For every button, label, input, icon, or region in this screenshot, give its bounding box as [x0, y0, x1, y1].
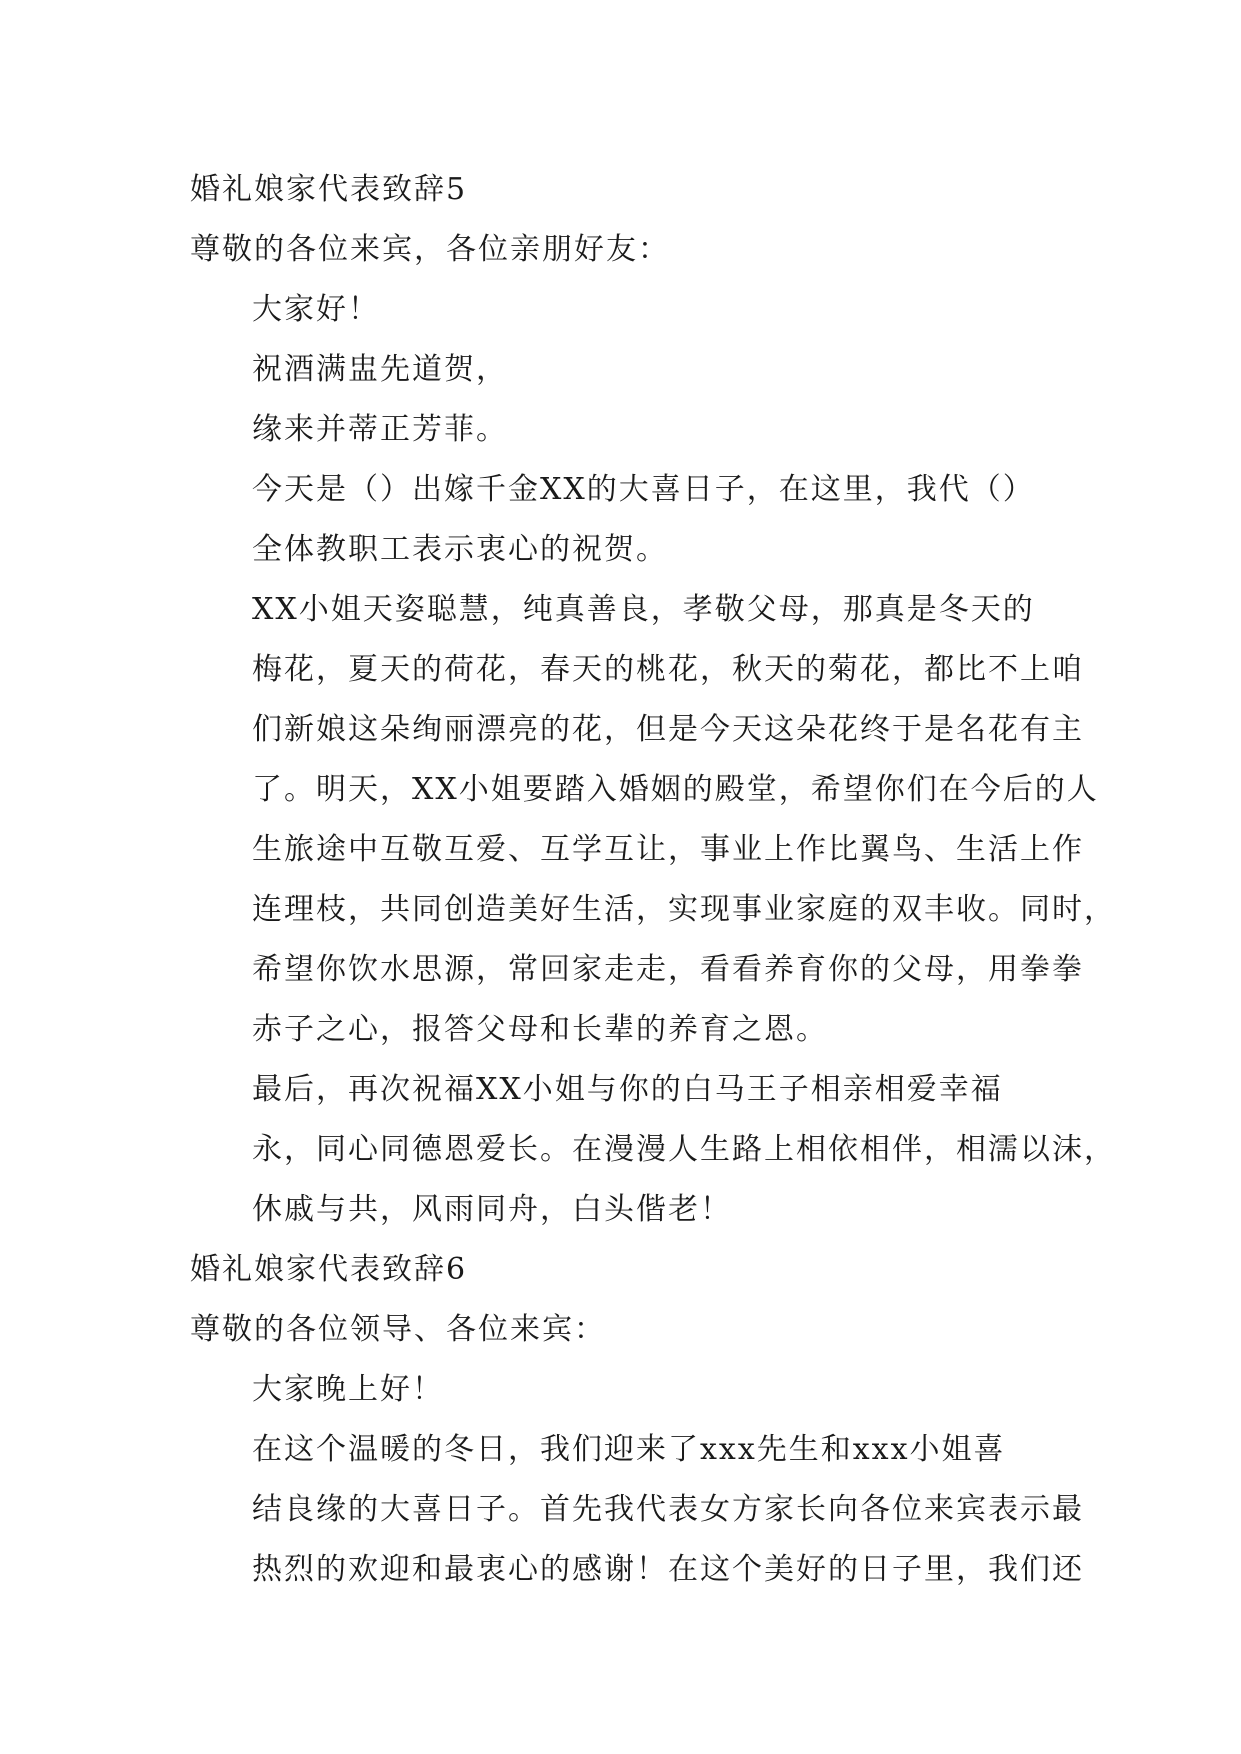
paragraph [190, 400, 1052, 460]
paragraph-line: 热烈的欢迎和最衷心的感谢！在这个美好的日子里，我们还 [252, 1552, 1084, 1587]
paragraph [190, 1420, 1084, 1600]
paragraph-line: 赤子之心，报答父母和长辈的养育之恩。 [252, 1012, 828, 1047]
section-title: 婚礼娘家代表致辞6 [190, 1252, 468, 1287]
paragraph-line: 最后，再次祝福XX小姐与你的白马王子相亲相爱幸福 [252, 1072, 1003, 1107]
paragraph-line: 大家好！ [252, 292, 380, 327]
paragraph-line: 结良缘的大喜日子。首先我代表女方家长向各位来宾表示最 [252, 1492, 1084, 1527]
paragraph-line: 了。明天，XX小姐要踏入婚姻的殿堂，希望你们在今后的人 [252, 772, 1099, 807]
paragraph-line: 梅花，夏天的荷花，春天的桃花，秋天的菊花，都比不上咱 [252, 652, 1084, 687]
paragraph [190, 580, 1116, 1060]
paragraph-line: 永，同心同德恩爱长。在漫漫人生路上相依相伴，相濡以沫， [252, 1132, 1116, 1167]
paragraph-line: 希望你饮水思源，常回家走走，看看养育你的父母，用拳拳 [252, 952, 1084, 987]
paragraph [190, 460, 1052, 580]
salutation: 尊敬的各位领导、各位来宾： [190, 1312, 606, 1347]
paragraph-line: 大家晚上好！ [252, 1372, 444, 1407]
paragraph [190, 1060, 1116, 1240]
paragraph-line: 生旅途中互敬互爱、互学互让，事业上作比翼鸟、生活上作 [252, 832, 1084, 867]
paragraph-line: 缘来并蒂正芳菲。 [252, 412, 508, 447]
paragraph-line: 们新娘这朵绚丽漂亮的花，但是今天这朵花终于是名花有主 [252, 712, 1084, 747]
document-body [190, 160, 1116, 1600]
paragraph-line: 休戚与共，风雨同舟，白头偕老！ [252, 1192, 732, 1227]
section-title: 婚礼娘家代表致辞5 [190, 172, 468, 207]
paragraph-line: 今天是（）出嫁千金XX的大喜日子，在这里，我代（） [252, 472, 1035, 507]
paragraph-line: 祝酒满盅先道贺， [252, 352, 508, 387]
salutation: 尊敬的各位来宾，各位亲朋好友： [190, 232, 670, 267]
paragraph [190, 340, 1052, 400]
paragraph-line: XX小姐天姿聪慧，纯真善良，孝敬父母，那真是冬天的 [252, 592, 1035, 627]
paragraph-line: 在这个温暖的冬日，我们迎来了xxx先生和xxx小姐喜 [252, 1432, 1006, 1467]
paragraph [190, 280, 1052, 340]
paragraph-line: 全体教职工表示衷心的祝贺。 [252, 532, 668, 567]
paragraph [190, 1360, 1052, 1420]
paragraph-line: 连理枝，共同创造美好生活，实现事业家庭的双丰收。同时， [252, 892, 1116, 927]
